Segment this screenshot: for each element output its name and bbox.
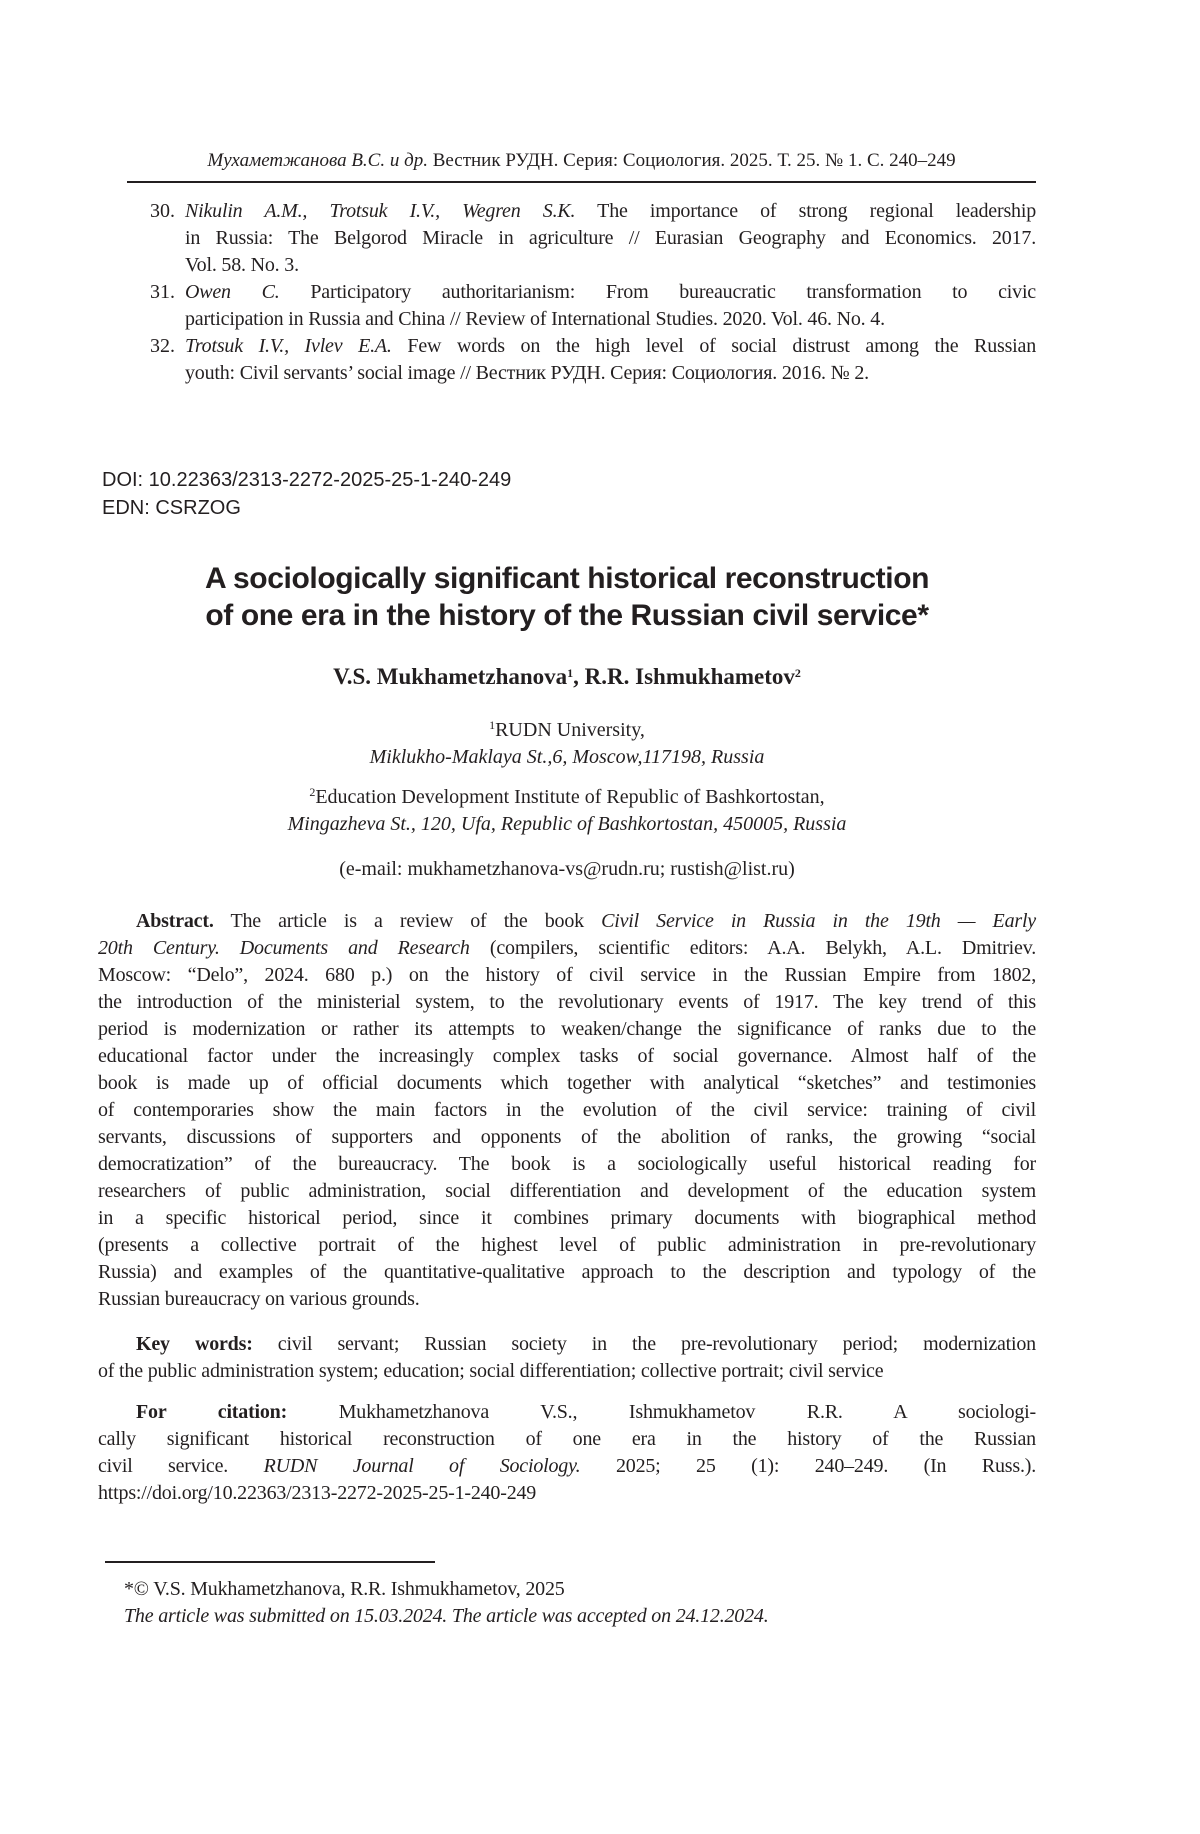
text-run: Participatory authoritarianism: From bureaucratic transformation to civic bbox=[279, 281, 1036, 303]
text-run: Nikulin A.M., Trotsuk I.V., Wegren S.K. bbox=[185, 200, 576, 222]
author-separator: , bbox=[573, 664, 585, 689]
text-line bbox=[185, 252, 1036, 279]
running-header bbox=[127, 147, 1036, 174]
author-affiliation-mark: 1 bbox=[567, 666, 574, 680]
text-run: 20th Century. Documents and Research bbox=[98, 937, 470, 959]
email: (e-mail: mukhametzhanova-vs@rudn.ru; rustish@list.ru) bbox=[339, 858, 795, 880]
reference-number: 30. bbox=[150, 200, 175, 222]
title-line: A sociologically significant historical reconstruction bbox=[204, 562, 930, 595]
text-run: book is made up of official documents which together with analytical “sketches” and testimonies bbox=[98, 1072, 1036, 1094]
text-line bbox=[98, 1259, 1036, 1286]
author-affiliation-mark: 2 bbox=[794, 666, 801, 680]
text-run: of contemporaries show the main factors in the evolution of the civil service: training of civil bbox=[98, 1099, 1036, 1121]
text-line bbox=[98, 989, 1036, 1016]
text-run: The importance of strong regional leadership bbox=[575, 200, 1036, 222]
text-run: https://doi.org/10.22363/2313-2272-2025-25-1-240-249 bbox=[98, 1482, 537, 1504]
text-line bbox=[98, 1480, 1036, 1507]
text-line bbox=[98, 1286, 1036, 1313]
text-run: Moscow: “Delo”, 2024. 680 p.) on the history of civil service in the Russian Empire from 1802, bbox=[98, 964, 1036, 986]
run-in-heading: Abstract. bbox=[136, 910, 214, 932]
affiliation-2 bbox=[0, 784, 1134, 838]
text-line bbox=[185, 198, 1036, 225]
text-line bbox=[98, 935, 1036, 962]
text-line bbox=[98, 908, 1036, 935]
run-in-heading: For citation: bbox=[136, 1401, 288, 1423]
text-run: RUDN Journal of Sociology. bbox=[263, 1455, 581, 1477]
text-line bbox=[98, 1399, 1036, 1426]
text-line bbox=[98, 1331, 1036, 1358]
text-run: in Russia: The Belgorod Miracle in agriculture // Eurasian Geography and Economics. 2017. bbox=[185, 227, 1036, 249]
text-line bbox=[185, 225, 1036, 252]
title-line: of one era in the history of the Russian civil service* bbox=[205, 599, 929, 632]
text-run: period is modernization or rather its attempts to weaken/change the significance of ranks due to the bbox=[98, 1018, 1036, 1040]
affiliation-address: Miklukho-Maklaya St.,6, Moscow,117198, Russia bbox=[369, 746, 765, 768]
text-run: servants, discussions of supporters and opponents of the abolition of ranks, the growing “social bbox=[98, 1126, 1036, 1148]
text-line bbox=[98, 1205, 1036, 1232]
text-run: cally significant historical reconstruction of one era in the history of the Russian bbox=[98, 1428, 1036, 1450]
text-line bbox=[98, 1178, 1036, 1205]
affiliation-1 bbox=[0, 717, 1134, 771]
text-run: researchers of public administration, social differentiation and development of the education system bbox=[98, 1180, 1036, 1202]
text-line bbox=[98, 1016, 1036, 1043]
text-line bbox=[98, 1232, 1036, 1259]
authors bbox=[0, 664, 1134, 690]
text-line bbox=[98, 1043, 1036, 1070]
reference-item bbox=[150, 333, 1036, 387]
text-line bbox=[185, 306, 1036, 333]
text-run: 2025; 25 (1): 240–249. (In Russ.). bbox=[580, 1455, 1037, 1477]
author-name: R.R. Ishmukhametov bbox=[584, 664, 795, 689]
running-header-authors: Мухаметжанова В.С. и др. bbox=[207, 150, 428, 171]
affiliation-mark: 2 bbox=[309, 785, 316, 799]
text-line bbox=[98, 1124, 1036, 1151]
text-line bbox=[98, 1151, 1036, 1178]
abstract bbox=[98, 908, 1036, 1313]
text-line bbox=[98, 1453, 1036, 1480]
text-line bbox=[98, 1358, 1036, 1385]
text-run: (compilers, scientific editors: A.A. Belykh, A.L. Dmitriev. bbox=[469, 937, 1037, 959]
text-line bbox=[185, 360, 1036, 387]
doi: DOI: 10.22363/2313-2272-2025-25-1-240-249 bbox=[102, 469, 512, 491]
text-run: Few words on the high level of social distrust among the Russian bbox=[391, 335, 1036, 357]
author-name: V.S. Mukhametzhanova bbox=[333, 664, 568, 689]
citation bbox=[98, 1399, 1036, 1507]
reference-number: 32. bbox=[150, 335, 175, 357]
text-run: civil service. bbox=[98, 1455, 264, 1477]
affiliation-name: Education Development Institute of Republic of Bashkortostan, bbox=[315, 786, 825, 808]
text-run: youth: Civil servants’ social image // Вестник РУДН. Серия: Социология. 2016. № 2. bbox=[185, 362, 869, 384]
text-run: Russian bureaucracy on various grounds. bbox=[98, 1288, 420, 1310]
text-run: democratization” of the bureaucracy. The book is a sociologically useful historical reading for bbox=[98, 1153, 1036, 1175]
reference-number: 31. bbox=[150, 281, 175, 303]
text-run: Mukhametzhanova V.S., Ishmukhametov R.R. A sociologi- bbox=[287, 1401, 1036, 1423]
text-run: (presents a collective portrait of the highest level of public administration in pre-revolutionary bbox=[98, 1234, 1036, 1256]
run-in-heading: Key words: bbox=[136, 1333, 253, 1355]
text-line bbox=[185, 333, 1036, 360]
text-run: the introduction of the ministerial system, to the revolutionary events of 1917. The key trend of this bbox=[98, 991, 1036, 1013]
text-run: Russia) and examples of the quantitative-qualitative approach to the description and typology of the bbox=[98, 1261, 1036, 1283]
running-header-journal: Вестник РУДН. Серия: Социология. 2025. Т. 25. № 1. С. 240–249 bbox=[427, 150, 956, 171]
reference-item bbox=[150, 198, 1036, 279]
text-run: Trotsuk I.V., Ivlev E.A. bbox=[185, 335, 392, 357]
footnote bbox=[124, 1576, 769, 1630]
edn: EDN: CSRZOG bbox=[102, 497, 241, 519]
text-run: participation in Russia and China // Review of International Studies. 2020. Vol. 46. No. 4. bbox=[185, 308, 885, 330]
text-line bbox=[98, 1097, 1036, 1124]
footnote-copyright: *© V.S. Mukhametzhanova, R.R. Ishmukhametov, 2025 bbox=[124, 1578, 565, 1600]
footnote-rule bbox=[105, 1561, 435, 1563]
header-rule bbox=[127, 181, 1036, 183]
text-run: Owen C. bbox=[185, 281, 280, 303]
affiliation-mark: 1 bbox=[489, 718, 496, 732]
text-run: civil servant; Russian society in the pre-revolutionary period; modernization bbox=[252, 1333, 1036, 1355]
text-run: Civil Service in Russia in the 19th — Early bbox=[601, 910, 1036, 932]
text-run: in a specific historical period, since it combines primary documents with biographical method bbox=[98, 1207, 1036, 1229]
text-line bbox=[98, 1426, 1036, 1453]
affiliation-name: RUDN University, bbox=[495, 719, 645, 741]
article-title bbox=[0, 560, 1134, 634]
affiliation-address: Mingazheva St., 120, Ufa, Republic of Bashkortostan, 450005, Russia bbox=[287, 813, 847, 835]
text-run: educational factor under the increasingly complex tasks of social governance. Almost half of the bbox=[98, 1045, 1036, 1067]
text-run: Vol. 58. No. 3. bbox=[185, 254, 299, 276]
identifiers bbox=[102, 466, 511, 522]
text-line bbox=[98, 1070, 1036, 1097]
reference-item bbox=[150, 279, 1036, 333]
text-line bbox=[185, 279, 1036, 306]
footnote-dates: The article was submitted on 15.03.2024. The article was accepted on 24.12.2024. bbox=[124, 1605, 769, 1627]
text-line bbox=[98, 962, 1036, 989]
text-run: The article is a review of the book bbox=[213, 910, 602, 932]
text-run: of the public administration system; education; social differentiation; collective portrait; civil service bbox=[98, 1360, 884, 1382]
keywords bbox=[98, 1331, 1036, 1385]
